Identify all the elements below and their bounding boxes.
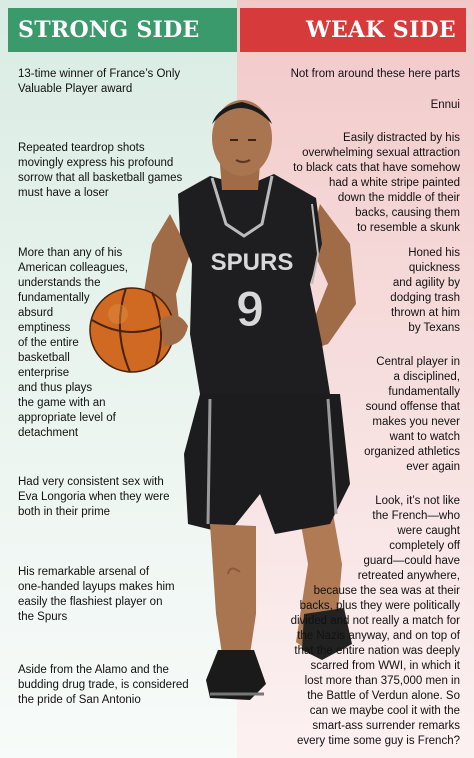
jersey-team-name: SPURS bbox=[210, 249, 294, 276]
strong-side-item: Repeated teardrop shots movingly express his profound sorrow that all basketball games must have a loser bbox=[18, 142, 183, 199]
weak-side-header: WEAK SIDE bbox=[240, 8, 466, 52]
weak-side-item: Central player in a disciplined, fundamentally sound offense that makes you never want to watch organized athletics ever again bbox=[364, 356, 460, 473]
strong-side-item: His remarkable arsenal of one-handed layups makes him easily the flashiest player on the Spurs bbox=[18, 566, 175, 623]
weak-side-item: Ennui bbox=[430, 99, 460, 111]
weak-side-item: Honed his quickness and agility by dodging trash thrown at him by Texans bbox=[390, 247, 460, 334]
strong-side-header: STRONG SIDE bbox=[8, 8, 237, 52]
strong-side-item: 13-time winner of France’s Only Valuable Player award bbox=[18, 68, 181, 95]
weak-side-item: Not from around these here parts bbox=[290, 68, 460, 80]
weak-side-item: Look, it’s not like the French—who were caught completely off guard—could have retreated anywhere, because the sea was at their backs, plus they were politically divided and not really a match for the Nazis anyway, and on top of that the entire nation was deeply scarred from WWI, in which it lost more than 375,000 men in the Battle of Verdun alone. So can we maybe cool it with the smart-ass surrender remarks every time some guy is French? bbox=[290, 495, 460, 747]
strong-side-item: Aside from the Alamo and the budding drug trade, is considered the pride of San Antonio bbox=[18, 664, 189, 706]
jersey-number: 9 bbox=[236, 281, 264, 337]
weak-side-item: Easily distracted by his overwhelming sexual attraction to black cats that have somehow had a white stripe painted down the middle of their backs, causing them to resemble a skunk bbox=[293, 132, 460, 234]
strong-side-item: Had very consistent sex with Eva Longoria when they were both in their prime bbox=[18, 476, 170, 518]
strong-side-item: More than any of his American colleagues, understands the fundamentally absurd emptiness of the entire basketball enterprise and thus plays the game with an appropriate level of detachment bbox=[18, 247, 128, 439]
